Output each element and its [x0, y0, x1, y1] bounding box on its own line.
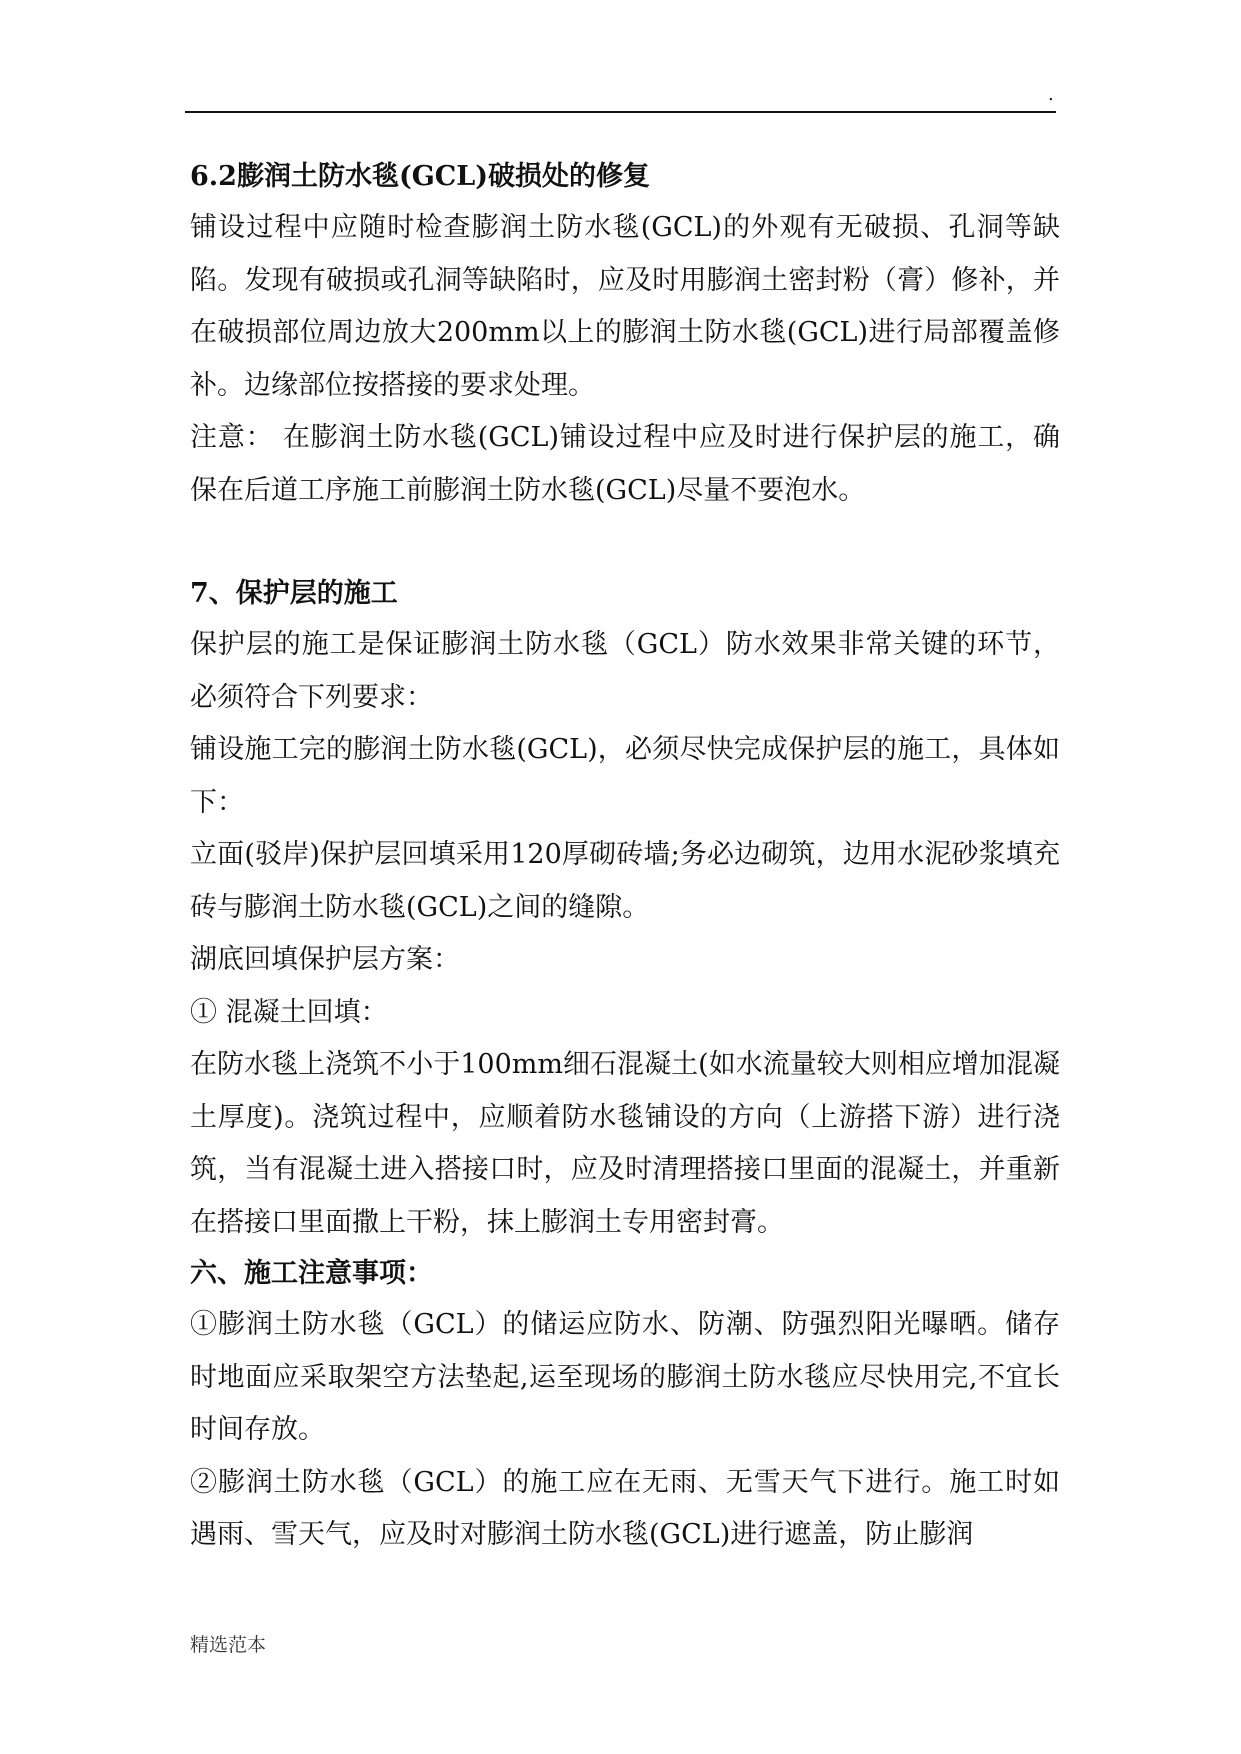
header-rule — [185, 111, 1056, 113]
header-mark: . — [1048, 84, 1054, 105]
section-six-paragraph-1: ①膨润土防水毯（GCL）的储运应防水、防潮、防强烈阳光曝晒。储存时地面应采取架空方法垫起,运至现场的膨润土防水毯应尽快用完,不宜长时间存放。 — [190, 1309, 1060, 1445]
section-six-title: 六、施工注意事项： — [190, 1258, 433, 1289]
section-7-paragraph-3: 立面(驳岸)保护层回填采用120厚砌砖墙;务必边砌筑，边用水泥砂浆填充砖与膨润土防水毯(GCL)之间的缝隙。 — [190, 839, 1060, 923]
section-7-paragraph-2: 铺设施工完的膨润土防水毯(GCL)，必须尽快完成保护层的施工，具体如下： — [190, 734, 1060, 818]
section-6-2-paragraph: 铺设过程中应随时检查膨润土防水毯(GCL)的外观有无破损、孔洞等缺陷。发现有破损或孔洞等缺陷时，应及时用膨润土密封粉（膏）修补，并在破损部位周边放大200mm以上的膨润土防水毯(GCL)进行局部覆盖修补。边缘部位按搭接的要求处理。 — [190, 212, 1060, 401]
section-7-paragraph-1: 保护层的施工是保证膨润土防水毯（GCL）防水效果非常关键的环节，必须符合下列要求： — [190, 629, 1060, 713]
document-body — [190, 152, 1060, 1562]
section-7-paragraph-5: ① 混凝土回填： — [190, 996, 388, 1028]
section-7-title: 7、保护层的施工 — [190, 578, 398, 609]
section-six-paragraph-2: ②膨润土防水毯（GCL）的施工应在无雨、无雪天气下进行。施工时如遇雨、雪天气，应及时对膨润土防水毯(GCL)进行遮盖，防止膨润 — [190, 1466, 1060, 1550]
section-6-2-note: 注意： 在膨润土防水毯(GCL)铺设过程中应及时进行保护层的施工，确保在后道工序施工前膨润土防水毯(GCL)尽量不要泡水。 — [190, 422, 1060, 506]
section-6-2-title: 6.2膨润土防水毯(GCL)破损处的修复 — [190, 161, 651, 192]
section-7-paragraph-4: 湖底回填保护层方案： — [190, 944, 460, 975]
section-7-paragraph-6: 在防水毯上浇筑不小于100mm细石混凝土(如水流量较大则相应增加混凝土厚度)。浇筑过程中，应顺着防水毯铺设的方向（上游搭下游）进行浇筑，当有混凝土进入搭接口时，应及时清理搭接口里面的混凝土，并重新在搭接口里面撒上干粉，抹上膨润土专用密封膏。 — [190, 1049, 1060, 1238]
footer-text: 精选范本 — [190, 1634, 267, 1656]
spacer — [190, 517, 1060, 569]
